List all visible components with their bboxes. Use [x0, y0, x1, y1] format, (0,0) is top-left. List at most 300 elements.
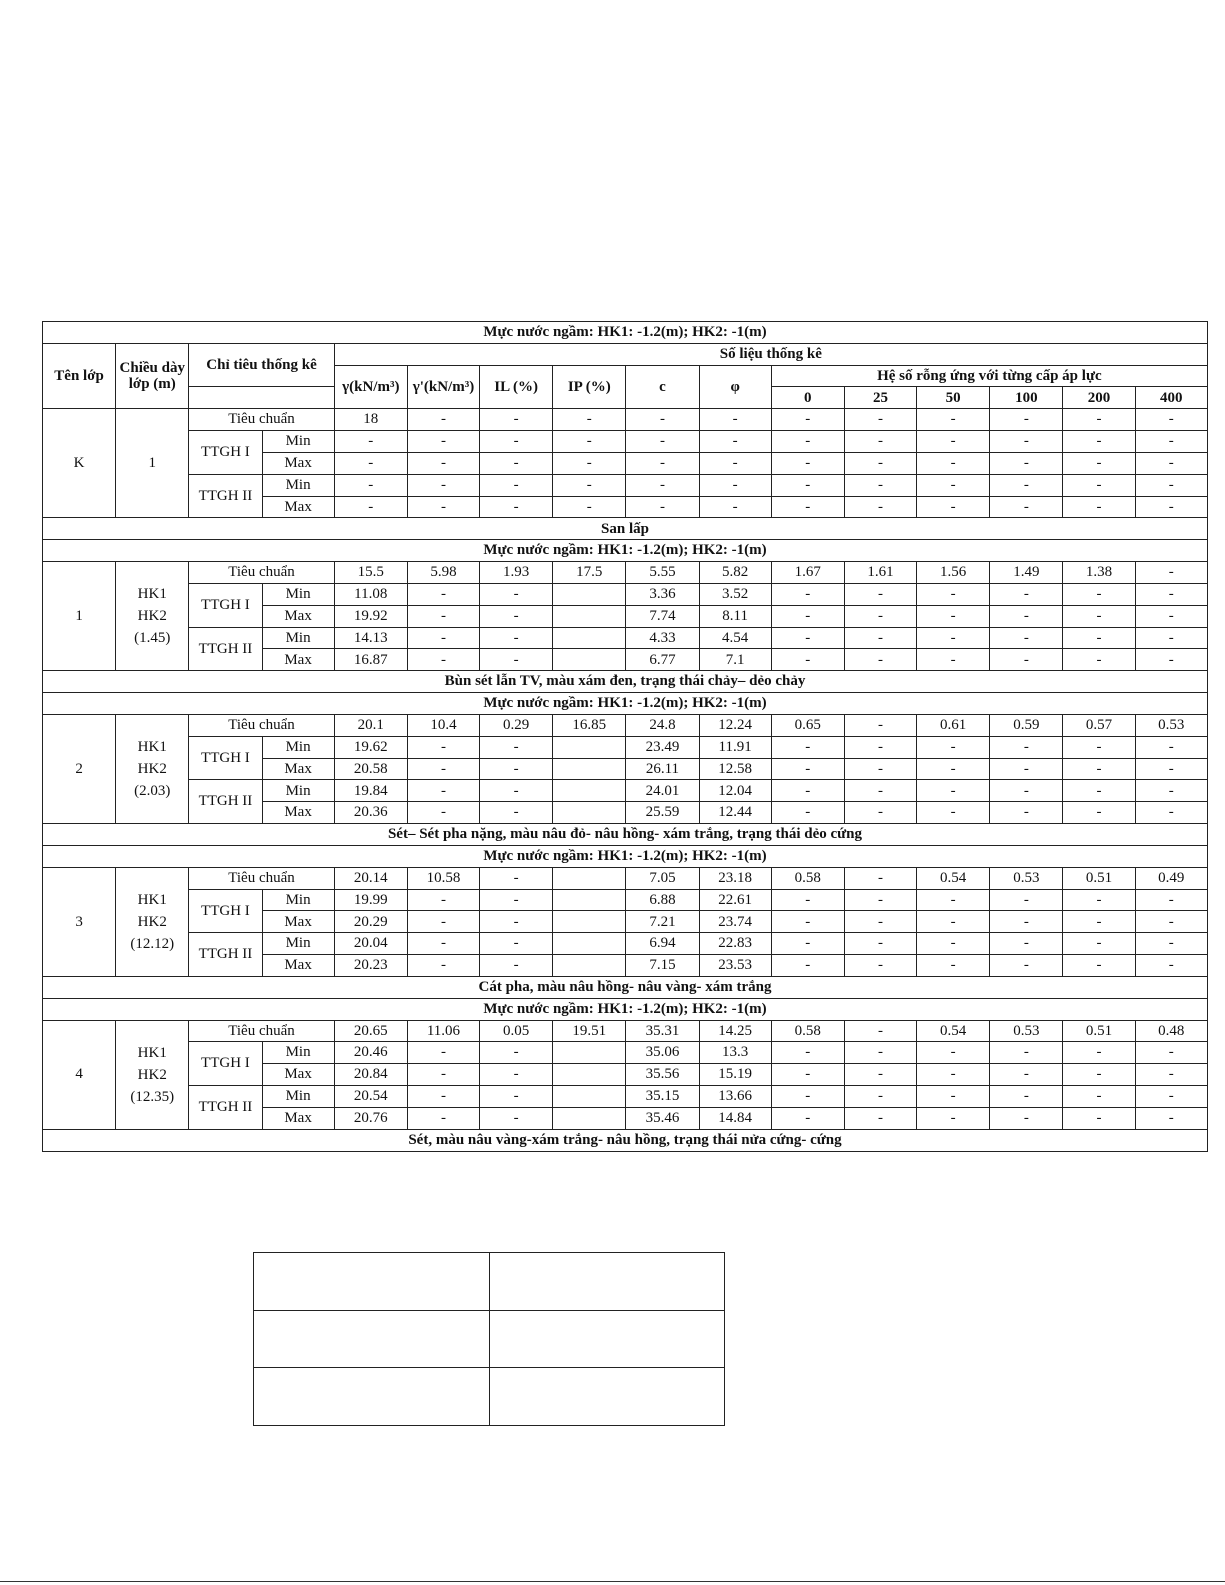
- data-cell: 0.54: [917, 1020, 990, 1042]
- data-cell: -: [844, 1042, 916, 1064]
- data-cell: -: [626, 431, 699, 453]
- indicator-standard: Tiêu chuẩn: [189, 714, 334, 736]
- data-cell: -: [334, 431, 407, 453]
- empty-cell: [489, 1253, 725, 1311]
- data-cell: -: [480, 1107, 553, 1129]
- data-cell: -: [990, 496, 1063, 518]
- table-row: [43, 627, 1208, 649]
- data-cell: -: [407, 802, 479, 824]
- data-cell: -: [917, 605, 990, 627]
- thickness-line: HK1: [137, 891, 167, 908]
- data-cell: -: [1135, 780, 1207, 802]
- data-cell: 19.62: [334, 736, 407, 758]
- data-cell: 7.21: [626, 911, 699, 933]
- data-cell: -: [480, 780, 553, 802]
- indicator-max: Max: [262, 496, 334, 518]
- data-cell: 0.53: [1135, 714, 1207, 736]
- indicator-standard: Tiêu chuẩn: [189, 409, 334, 431]
- layer-description: Cát pha, màu nâu hồng- nâu vàng- xám trắng: [43, 976, 1208, 998]
- data-cell: 0.54: [917, 867, 990, 889]
- data-cell: -: [917, 736, 990, 758]
- data-cell: 25.59: [626, 802, 699, 824]
- data-cell: -: [771, 431, 844, 453]
- data-cell: -: [844, 474, 916, 496]
- indicator-ttgh1: TTGH I: [189, 431, 262, 475]
- indicator-max: Max: [262, 802, 334, 824]
- thickness-line: (12.12): [130, 935, 175, 952]
- data-cell: -: [917, 627, 990, 649]
- data-cell: -: [1135, 1107, 1207, 1129]
- data-cell: [553, 583, 626, 605]
- data-cell: 14.84: [699, 1107, 771, 1129]
- indicator-min: Min: [262, 431, 334, 453]
- data-cell: -: [990, 474, 1063, 496]
- data-cell: 35.46: [626, 1107, 699, 1129]
- data-cell: -: [844, 496, 916, 518]
- data-cell: -: [917, 955, 990, 977]
- data-cell: -: [844, 431, 916, 453]
- data-cell: -: [771, 802, 844, 824]
- data-cell: 20.23: [334, 955, 407, 977]
- data-cell: 17.5: [553, 562, 626, 584]
- data-cell: -: [1063, 933, 1135, 955]
- data-cell: 0.29: [480, 714, 553, 736]
- indicator-min: Min: [262, 736, 334, 758]
- data-cell: -: [844, 955, 916, 977]
- data-cell: -: [1135, 889, 1207, 911]
- data-cell: -: [626, 496, 699, 518]
- data-cell: -: [407, 1042, 479, 1064]
- data-cell: -: [480, 802, 553, 824]
- data-cell: -: [917, 452, 990, 474]
- data-cell: -: [771, 496, 844, 518]
- data-cell: 7.74: [626, 605, 699, 627]
- pressure-200-header: 200: [1063, 387, 1135, 409]
- indicator-ttgh1: TTGH I: [189, 889, 262, 933]
- data-cell: -: [1135, 955, 1207, 977]
- empty-cell: [254, 1310, 490, 1368]
- data-cell: 22.83: [699, 933, 771, 955]
- data-cell: 1.38: [1063, 562, 1135, 584]
- data-cell: -: [771, 649, 844, 671]
- data-cell: 24.8: [626, 714, 699, 736]
- data-cell: 7.05: [626, 867, 699, 889]
- empty-cell: [489, 1368, 725, 1426]
- data-cell: 23.74: [699, 911, 771, 933]
- data-cell: 13.3: [699, 1042, 771, 1064]
- data-cell: -: [1135, 496, 1207, 518]
- data-cell: -: [480, 736, 553, 758]
- indicator-ttgh1: TTGH I: [189, 1042, 262, 1086]
- data-cell: -: [553, 431, 626, 453]
- data-cell: [553, 1042, 626, 1064]
- col-stats-header: Số liệu thống kê: [334, 343, 1207, 365]
- data-cell: -: [407, 496, 479, 518]
- data-cell: 5.82: [699, 562, 771, 584]
- data-cell: -: [917, 802, 990, 824]
- data-cell: -: [1135, 649, 1207, 671]
- data-cell: -: [407, 736, 479, 758]
- data-cell: -: [844, 867, 916, 889]
- empty-grid-table: [253, 1252, 725, 1426]
- data-cell: -: [771, 583, 844, 605]
- data-cell: [553, 911, 626, 933]
- data-cell: 3.36: [626, 583, 699, 605]
- data-cell: 20.76: [334, 1107, 407, 1129]
- data-cell: 0.61: [917, 714, 990, 736]
- col-gamma-prime-header: γ'(kN/m³): [407, 365, 479, 409]
- data-cell: -: [480, 431, 553, 453]
- data-cell: -: [480, 409, 553, 431]
- data-cell: 1.67: [771, 562, 844, 584]
- indicator-max: Max: [262, 1064, 334, 1086]
- data-cell: 19.99: [334, 889, 407, 911]
- data-cell: -: [407, 1085, 479, 1107]
- thickness-line: (12.35): [130, 1088, 175, 1105]
- data-cell: 4.33: [626, 627, 699, 649]
- data-cell: [553, 780, 626, 802]
- data-cell: 6.88: [626, 889, 699, 911]
- data-cell: -: [844, 409, 916, 431]
- data-cell: -: [771, 409, 844, 431]
- layer-description: Sét– Sét pha nặng, màu nâu đỏ- nâu hồng- xám trắng, trạng thái dẻo cứng: [43, 824, 1208, 846]
- data-cell: -: [407, 649, 479, 671]
- data-cell: 7.15: [626, 955, 699, 977]
- indicator-ttgh2: TTGH II: [189, 933, 262, 977]
- data-cell: -: [844, 627, 916, 649]
- data-cell: [553, 1085, 626, 1107]
- data-cell: -: [480, 649, 553, 671]
- data-cell: -: [699, 474, 771, 496]
- data-cell: -: [771, 474, 844, 496]
- data-cell: 26.11: [626, 758, 699, 780]
- data-cell: 0.51: [1063, 1020, 1135, 1042]
- data-cell: -: [1135, 452, 1207, 474]
- data-cell: -: [1135, 627, 1207, 649]
- indicator-min: Min: [262, 889, 334, 911]
- data-cell: -: [1063, 1042, 1135, 1064]
- data-cell: -: [990, 736, 1063, 758]
- layer-name: 3: [43, 867, 116, 976]
- data-cell: 0.51: [1063, 867, 1135, 889]
- data-cell: 19.51: [553, 1020, 626, 1042]
- data-cell: -: [1063, 1064, 1135, 1086]
- thickness-line: (1.45): [134, 630, 171, 647]
- col-c-header: c: [626, 365, 699, 409]
- data-cell: -: [917, 1064, 990, 1086]
- data-cell: 0.48: [1135, 1020, 1207, 1042]
- water-level-row: Mực nước ngầm: HK1: -1.2(m); HK2: -1(m): [43, 998, 1208, 1020]
- data-cell: 16.87: [334, 649, 407, 671]
- data-cell: -: [407, 758, 479, 780]
- data-cell: -: [1063, 955, 1135, 977]
- data-cell: -: [480, 933, 553, 955]
- data-cell: 11.91: [699, 736, 771, 758]
- data-cell: -: [844, 583, 916, 605]
- data-cell: -: [1135, 1042, 1207, 1064]
- data-cell: 35.15: [626, 1085, 699, 1107]
- data-cell: -: [771, 758, 844, 780]
- data-cell: -: [407, 933, 479, 955]
- thickness-line: HK1: [137, 586, 167, 603]
- table-row: [43, 1085, 1208, 1107]
- data-cell: -: [771, 1107, 844, 1129]
- data-cell: -: [771, 955, 844, 977]
- thickness-line: HK2: [137, 913, 167, 930]
- data-cell: -: [480, 627, 553, 649]
- data-cell: -: [1135, 409, 1207, 431]
- data-cell: -: [407, 955, 479, 977]
- data-cell: -: [1063, 431, 1135, 453]
- water-level-row: Mực nước ngầm: HK1: -1.2(m); HK2: -1(m): [43, 693, 1208, 715]
- empty-cell: [489, 1310, 725, 1368]
- data-cell: -: [990, 1064, 1063, 1086]
- data-cell: 0.53: [990, 867, 1063, 889]
- data-cell: 0.53: [990, 1020, 1063, 1042]
- col-void-ratio-header: Hệ số rỗng ứng với từng cấp áp lực: [771, 365, 1207, 387]
- data-cell: -: [1135, 736, 1207, 758]
- data-cell: -: [480, 1085, 553, 1107]
- data-cell: -: [990, 409, 1063, 431]
- table-row: [43, 736, 1208, 758]
- data-cell: -: [844, 1064, 916, 1086]
- data-cell: -: [407, 911, 479, 933]
- data-cell: -: [771, 1085, 844, 1107]
- data-cell: -: [626, 474, 699, 496]
- indicator-max: Max: [262, 452, 334, 474]
- data-cell: 0.65: [771, 714, 844, 736]
- water-level-row: Mực nước ngầm: HK1: -1.2(m); HK2: -1(m): [43, 540, 1208, 562]
- data-cell: 4.54: [699, 627, 771, 649]
- data-cell: -: [1135, 583, 1207, 605]
- data-cell: -: [334, 452, 407, 474]
- indicator-min: Min: [262, 474, 334, 496]
- data-cell: -: [844, 889, 916, 911]
- data-cell: 20.14: [334, 867, 407, 889]
- data-cell: -: [1063, 802, 1135, 824]
- water-level-row: Mực nước ngầm: HK1: -1.2(m); HK2: -1(m): [43, 322, 1208, 344]
- data-cell: 0.49: [1135, 867, 1207, 889]
- data-cell: [553, 802, 626, 824]
- layer-description: Sét, màu nâu vàng-xám trắng- nâu hồng, trạng thái nửa cứng- cứng: [43, 1129, 1208, 1151]
- layer-thickness: [116, 867, 189, 976]
- col-layer-name-header: Tên lớp: [43, 343, 116, 408]
- data-cell: -: [917, 889, 990, 911]
- data-cell: 35.56: [626, 1064, 699, 1086]
- thickness-line: HK2: [137, 608, 167, 625]
- indicator-subheader-blank: [189, 387, 334, 409]
- data-cell: -: [1063, 474, 1135, 496]
- indicator-min: Min: [262, 583, 334, 605]
- data-cell: -: [407, 605, 479, 627]
- data-cell: -: [407, 583, 479, 605]
- data-cell: [553, 1064, 626, 1086]
- data-cell: -: [626, 452, 699, 474]
- data-cell: 23.49: [626, 736, 699, 758]
- data-cell: -: [917, 933, 990, 955]
- data-cell: 5.55: [626, 562, 699, 584]
- data-cell: -: [771, 736, 844, 758]
- data-cell: -: [990, 1042, 1063, 1064]
- data-cell: -: [699, 496, 771, 518]
- pressure-0-header: 0: [771, 387, 844, 409]
- data-cell: -: [407, 474, 479, 496]
- data-cell: 15.5: [334, 562, 407, 584]
- layer-thickness: [116, 562, 189, 671]
- data-cell: -: [480, 605, 553, 627]
- data-cell: -: [1063, 1085, 1135, 1107]
- table-row: [43, 1020, 1208, 1042]
- data-cell: -: [1135, 605, 1207, 627]
- data-cell: 1.56: [917, 562, 990, 584]
- thickness-line: HK1: [137, 738, 167, 755]
- data-cell: 12.24: [699, 714, 771, 736]
- data-cell: [553, 889, 626, 911]
- data-cell: -: [334, 474, 407, 496]
- data-cell: 16.85: [553, 714, 626, 736]
- indicator-max: Max: [262, 758, 334, 780]
- data-cell: 20.54: [334, 1085, 407, 1107]
- data-cell: -: [334, 496, 407, 518]
- data-cell: 10.58: [407, 867, 479, 889]
- table-row: [43, 867, 1208, 889]
- data-cell: -: [407, 409, 479, 431]
- data-cell: [553, 649, 626, 671]
- data-cell: -: [1135, 1085, 1207, 1107]
- data-cell: -: [407, 780, 479, 802]
- table-row: [43, 583, 1208, 605]
- data-cell: -: [1063, 605, 1135, 627]
- data-cell: -: [844, 714, 916, 736]
- data-cell: -: [990, 649, 1063, 671]
- indicator-max: Max: [262, 955, 334, 977]
- data-cell: -: [844, 933, 916, 955]
- data-cell: 12.04: [699, 780, 771, 802]
- data-cell: -: [1135, 758, 1207, 780]
- data-cell: -: [1135, 802, 1207, 824]
- data-cell: -: [990, 911, 1063, 933]
- data-cell: 20.58: [334, 758, 407, 780]
- data-cell: [553, 605, 626, 627]
- data-cell: -: [771, 780, 844, 802]
- data-cell: -: [1063, 736, 1135, 758]
- data-cell: -: [990, 627, 1063, 649]
- indicator-ttgh1: TTGH I: [189, 736, 262, 780]
- indicator-standard: Tiêu chuẩn: [189, 1020, 334, 1042]
- data-cell: -: [480, 583, 553, 605]
- data-cell: -: [407, 1107, 479, 1129]
- data-cell: 23.18: [699, 867, 771, 889]
- data-cell: 23.53: [699, 955, 771, 977]
- indicator-min: Min: [262, 1042, 334, 1064]
- indicator-max: Max: [262, 605, 334, 627]
- data-cell: -: [1063, 1107, 1135, 1129]
- data-cell: -: [699, 431, 771, 453]
- pressure-25-header: 25: [844, 387, 916, 409]
- data-cell: -: [771, 889, 844, 911]
- page-bottom-rule: [0, 1581, 1225, 1582]
- data-cell: -: [480, 889, 553, 911]
- data-cell: -: [480, 955, 553, 977]
- pressure-100-header: 100: [990, 387, 1063, 409]
- data-cell: -: [407, 452, 479, 474]
- data-cell: -: [990, 583, 1063, 605]
- data-cell: 6.77: [626, 649, 699, 671]
- data-cell: -: [844, 1085, 916, 1107]
- data-cell: -: [1135, 431, 1207, 453]
- data-cell: -: [844, 452, 916, 474]
- layer-name: 4: [43, 1020, 116, 1129]
- table-row: [43, 889, 1208, 911]
- data-cell: -: [771, 911, 844, 933]
- pressure-50-header: 50: [917, 387, 990, 409]
- data-cell: -: [1063, 780, 1135, 802]
- indicator-max: Max: [262, 1107, 334, 1129]
- data-cell: -: [407, 627, 479, 649]
- data-cell: -: [699, 452, 771, 474]
- data-cell: -: [990, 1085, 1063, 1107]
- data-cell: -: [771, 452, 844, 474]
- data-cell: -: [1063, 409, 1135, 431]
- data-cell: 0.59: [990, 714, 1063, 736]
- data-cell: 20.1: [334, 714, 407, 736]
- thickness-line: HK2: [137, 760, 167, 777]
- data-cell: -: [844, 736, 916, 758]
- data-cell: [553, 1107, 626, 1129]
- data-cell: 14.25: [699, 1020, 771, 1042]
- data-cell: 13.66: [699, 1085, 771, 1107]
- data-cell: [553, 867, 626, 889]
- data-cell: -: [917, 758, 990, 780]
- indicator-standard: Tiêu chuẩn: [189, 562, 334, 584]
- data-cell: 5.98: [407, 562, 479, 584]
- data-cell: 11.08: [334, 583, 407, 605]
- data-cell: -: [917, 649, 990, 671]
- data-cell: -: [1135, 562, 1207, 584]
- data-cell: -: [1063, 583, 1135, 605]
- data-cell: 11.06: [407, 1020, 479, 1042]
- data-cell: -: [480, 496, 553, 518]
- data-cell: -: [407, 1064, 479, 1086]
- data-cell: -: [1135, 933, 1207, 955]
- data-cell: -: [771, 605, 844, 627]
- layer-thickness: [116, 1020, 189, 1129]
- water-level-row: Mực nước ngầm: HK1: -1.2(m); HK2: -1(m): [43, 845, 1208, 867]
- data-cell: [553, 955, 626, 977]
- data-cell: 20.65: [334, 1020, 407, 1042]
- data-cell: -: [990, 780, 1063, 802]
- col-ip-header: IP (%): [553, 365, 626, 409]
- data-cell: 24.01: [626, 780, 699, 802]
- data-cell: 20.04: [334, 933, 407, 955]
- data-cell: 15.19: [699, 1064, 771, 1086]
- table-row: [43, 714, 1208, 736]
- data-cell: [553, 627, 626, 649]
- data-cell: -: [844, 1020, 916, 1042]
- data-cell: -: [1063, 496, 1135, 518]
- data-cell: 20.36: [334, 802, 407, 824]
- indicator-min: Min: [262, 1085, 334, 1107]
- data-cell: -: [1063, 889, 1135, 911]
- data-cell: -: [771, 933, 844, 955]
- data-cell: -: [553, 496, 626, 518]
- layer-description: San lấp: [43, 518, 1208, 540]
- data-cell: -: [1063, 627, 1135, 649]
- indicator-max: Max: [262, 649, 334, 671]
- data-cell: -: [917, 583, 990, 605]
- data-cell: -: [990, 889, 1063, 911]
- layer-name: 2: [43, 714, 116, 823]
